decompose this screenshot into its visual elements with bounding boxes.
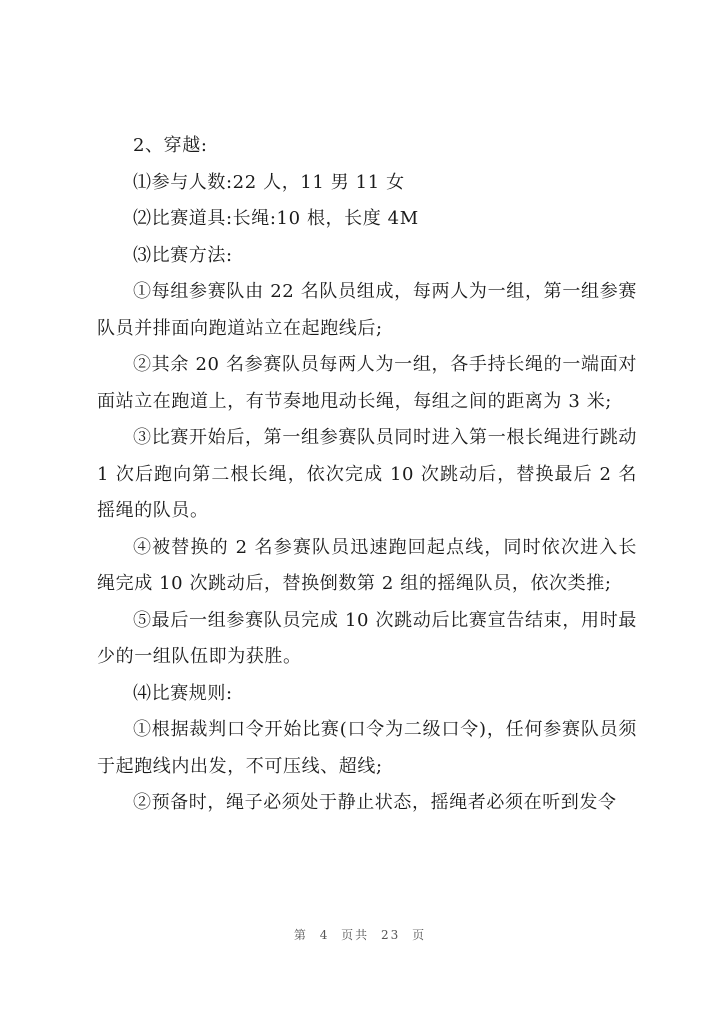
paragraph-method-heading: ⑶比赛方法:: [133, 244, 233, 266]
paragraph-method-4: ④被替换的 2 名参赛队员迅速跑回起点线，同时依次进入长绳完成 10 次跳动后，替换倒数第 2 组的摇绳队员，依次类推;: [97, 536, 637, 594]
footer-current-page: 4: [319, 928, 330, 942]
paragraph-rule-2: ②预备时，绳子必须处于静止状态，摇绳者必须在听到发令: [133, 792, 617, 813]
paragraph-method-3: ③比赛开始后，第一组参赛队员同时进入第一根长绳进行跳动 1 次后跑向第二根长绳，依次完成 10 次跳动后，替换最后 2 名摇绳的队员。: [97, 427, 637, 521]
paragraph-rule-1: ①根据裁判口令开始比赛(口令为二级口令)，任何参赛队员须于起跑线内出发，不可压线、超线;: [97, 719, 637, 777]
paragraph-rules-heading: ⑷比赛规则:: [133, 682, 233, 704]
paragraph-equipment: ⑵比赛道具:长绳:10 根，长度 4M: [133, 208, 419, 229]
paragraph-method-5: ⑤最后一组参赛队员完成 10 次跳动后比赛宣告结束，用时最少的一组队伍即为获胜。: [97, 609, 637, 667]
page-footer: [0, 926, 720, 943]
document-body: [97, 128, 637, 822]
paragraph-method-2: ②其余 20 名参赛队员每两人为一组，各手持长绳的一端面对面站立在跑道上，有节奏地甩动长绳，每组之间的距离为 3 米;: [97, 354, 637, 412]
paragraph-method-1: ①每组参赛队由 22 名队员组成，每两人为一组，第一组参赛队员并排面向跑道站立在起跑线后;: [97, 281, 637, 339]
paragraph-participants: ⑴参与人数:22 人，11 男 11 女: [133, 171, 405, 193]
footer-total-pages: 23: [381, 928, 401, 942]
footer-prefix: 第: [293, 928, 308, 942]
paragraph-section-heading: 2、穿越:: [133, 135, 208, 156]
footer-suffix: 页: [412, 928, 427, 942]
footer-middle: 页共: [341, 928, 370, 942]
